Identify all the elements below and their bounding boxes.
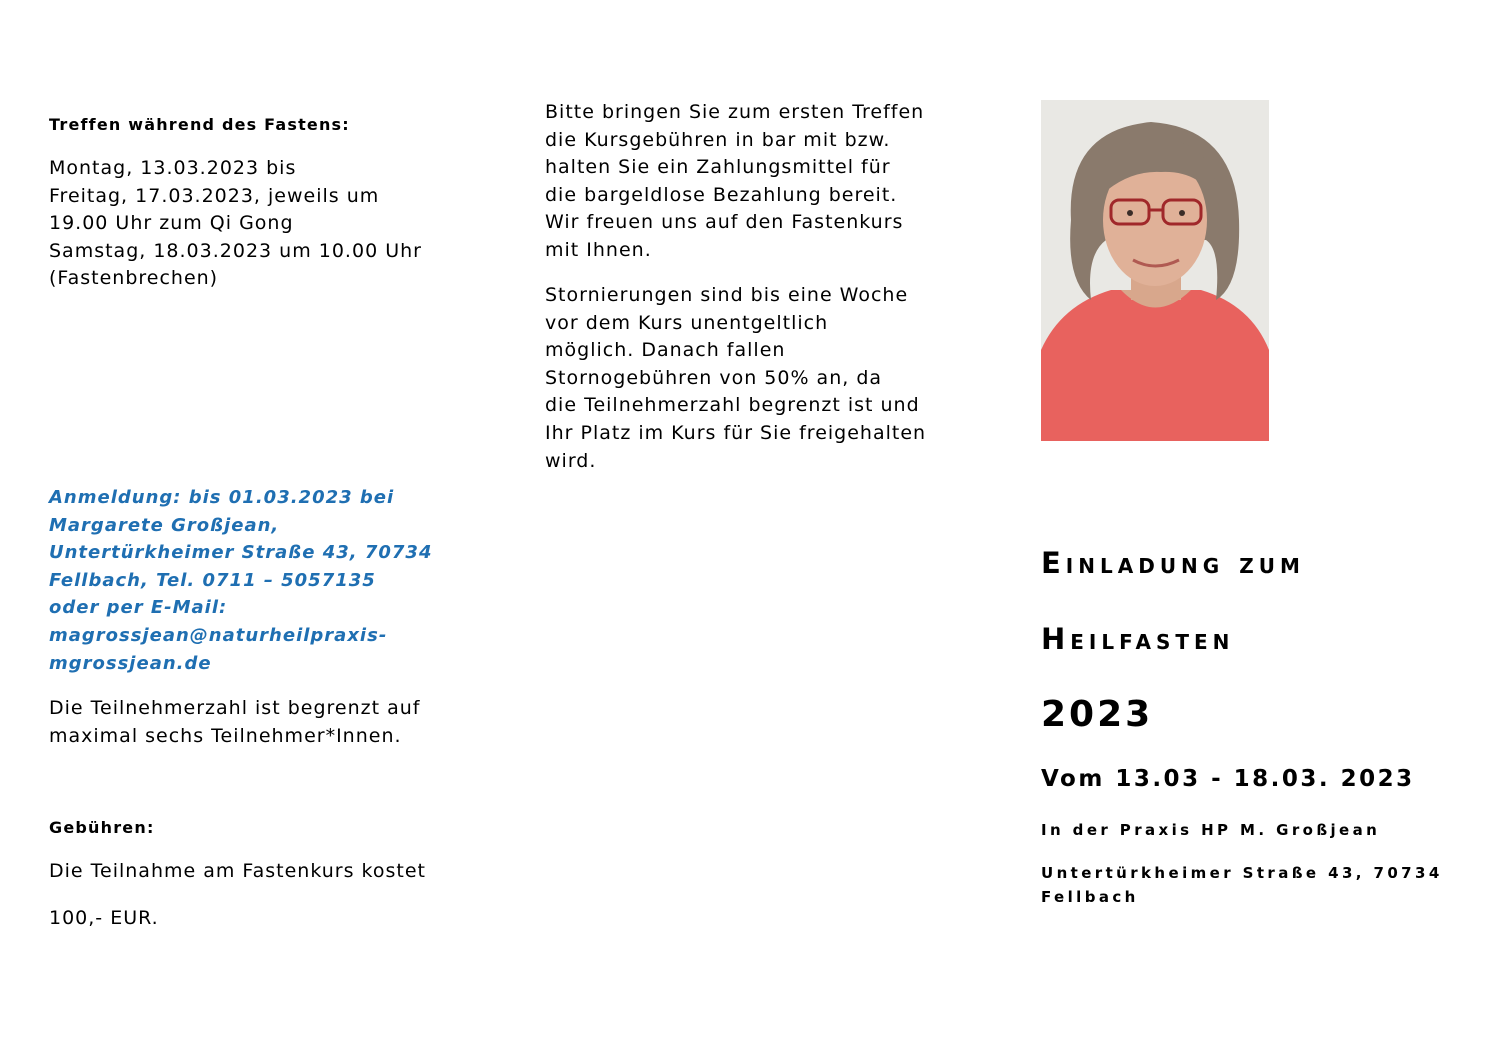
participants-text: Die Teilnehmerzahl ist begrenzt auf maximal sechs Teilnehmer*Innen. [49,697,421,747]
title-line-2: Heilfasten [1041,622,1235,656]
practice-name: In der Praxis HP M. Großjean [1041,821,1381,839]
fees-heading: Gebühren: [49,818,155,837]
portrait-photo [1041,100,1269,441]
fees-amount: 100,- EUR. [49,907,159,929]
cancellation-text: Stornierungen sind bis eine Woche vor dem Kurs unentgeltlich möglich. Danach fallen Stornogebühren von 50% an, da die Teilnehmerzahl begrenzt ist und Ihr Platz im Kurs für Sie freigehalten wird. [545,284,927,472]
payment-text: Bitte bringen Sie zum ersten Treffen die Kursgebühren in bar mit bzw. halten Sie ein Zahlungsmittel für die bargeldlose Bezahlung bereit. Wir freuen uns auf den Fastenkurs mit Ihnen. [545,101,925,261]
practice-address: Untertürkheimer Straße 43, 70734 Fellbach [1041,864,1443,906]
registration-text: Anmeldung: bis 01.03.2023 bei Margarete Großjean, Untertürkheimer Straße 43, 70734 Fellbach, Tel. 0711 – 5057135 oder per E-Mail: magrossjean@naturheilpraxis- mgrossjean.de [49,487,433,674]
course-dates: Vom 13.03 - 18.03. 2023 [1041,766,1415,792]
meetings-heading: Treffen während des Fastens: [49,115,350,134]
title-year: 2023 [1041,694,1154,735]
title-line-1: Einladung zum [1041,546,1305,580]
meetings-text: Montag, 13.03.2023 bis Freitag, 17.03.2023, jeweils um 19.00 Uhr zum Qi Gong Samstag, 18.03.2023 um 10.00 Uhr (Fastenbrechen) [49,157,422,290]
fees-text: Die Teilnahme am Fastenkurs kostet [49,860,426,882]
